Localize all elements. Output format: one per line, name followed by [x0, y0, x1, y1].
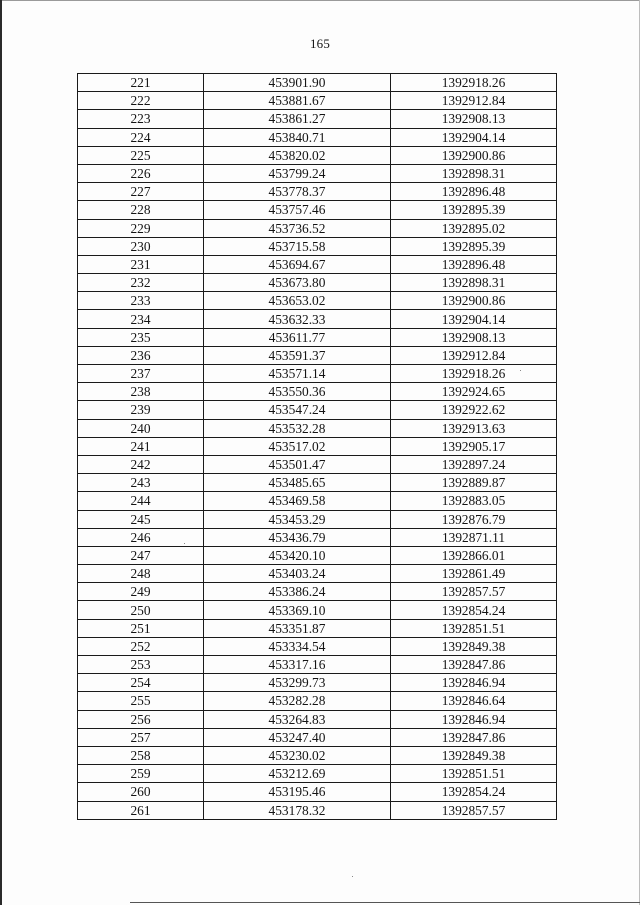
y-coordinate-cell: 1392883.05: [391, 492, 557, 510]
x-coordinate-cell: 453247.40: [204, 728, 391, 746]
point-number-cell: 255: [78, 692, 204, 710]
point-number-cell: 250: [78, 601, 204, 619]
point-number-cell: 245: [78, 510, 204, 528]
table-row: [78, 383, 557, 401]
point-number-cell: 228: [78, 201, 204, 219]
x-coordinate-cell: 453386.24: [204, 583, 391, 601]
x-coordinate-cell: 453420.10: [204, 546, 391, 564]
x-coordinate-cell: 453282.28: [204, 692, 391, 710]
x-coordinate-cell: 453230.02: [204, 746, 391, 764]
y-coordinate-cell: 1392847.86: [391, 656, 557, 674]
y-coordinate-cell: 1392913.63: [391, 419, 557, 437]
y-coordinate-cell: 1392846.94: [391, 674, 557, 692]
y-coordinate-cell: 1392908.13: [391, 110, 557, 128]
point-number-cell: 237: [78, 365, 204, 383]
point-number-cell: 242: [78, 455, 204, 473]
x-coordinate-cell: 453799.24: [204, 164, 391, 182]
scan-edge-left: [0, 0, 2, 905]
y-coordinate-cell: 1392904.14: [391, 310, 557, 328]
point-number-cell: 243: [78, 474, 204, 492]
point-number-cell: 261: [78, 801, 204, 819]
x-coordinate-cell: 453820.02: [204, 146, 391, 164]
point-number-cell: 222: [78, 92, 204, 110]
point-number-cell: 257: [78, 728, 204, 746]
x-coordinate-cell: 453501.47: [204, 455, 391, 473]
table-row: [78, 765, 557, 783]
x-coordinate-cell: 453591.37: [204, 346, 391, 364]
table-row: [78, 674, 557, 692]
y-coordinate-cell: 1392898.31: [391, 164, 557, 182]
coordinates-table: [77, 73, 557, 820]
table-row: [78, 128, 557, 146]
scan-edge-top: [0, 0, 640, 1]
x-coordinate-cell: 453571.14: [204, 365, 391, 383]
point-number-cell: 251: [78, 619, 204, 637]
x-coordinate-cell: 453653.02: [204, 292, 391, 310]
point-number-cell: 225: [78, 146, 204, 164]
x-coordinate-cell: 453212.69: [204, 765, 391, 783]
scan-edge-bottom: [130, 902, 640, 903]
table-row: [78, 637, 557, 655]
table-row: [78, 146, 557, 164]
table-row: [78, 710, 557, 728]
table-row: [78, 310, 557, 328]
x-coordinate-cell: 453436.79: [204, 528, 391, 546]
y-coordinate-cell: 1392857.57: [391, 801, 557, 819]
table-row: [78, 255, 557, 273]
x-coordinate-cell: 453317.16: [204, 656, 391, 674]
x-coordinate-cell: 453673.80: [204, 274, 391, 292]
table-row: [78, 619, 557, 637]
x-coordinate-cell: 453453.29: [204, 510, 391, 528]
point-number-cell: 231: [78, 255, 204, 273]
table-row: [78, 201, 557, 219]
scan-speck: [520, 370, 521, 371]
table-row: [78, 274, 557, 292]
point-number-cell: 252: [78, 637, 204, 655]
y-coordinate-cell: 1392895.39: [391, 237, 557, 255]
x-coordinate-cell: 453369.10: [204, 601, 391, 619]
y-coordinate-cell: 1392854.24: [391, 601, 557, 619]
y-coordinate-cell: 1392918.26: [391, 74, 557, 92]
x-coordinate-cell: 453715.58: [204, 237, 391, 255]
table-row: [78, 365, 557, 383]
table-row: [78, 401, 557, 419]
y-coordinate-cell: 1392889.87: [391, 474, 557, 492]
x-coordinate-cell: 453351.87: [204, 619, 391, 637]
coordinates-table-body: [78, 74, 557, 820]
x-coordinate-cell: 453861.27: [204, 110, 391, 128]
y-coordinate-cell: 1392847.86: [391, 728, 557, 746]
point-number-cell: 230: [78, 237, 204, 255]
x-coordinate-cell: 453550.36: [204, 383, 391, 401]
table-row: [78, 183, 557, 201]
x-coordinate-cell: 453736.52: [204, 219, 391, 237]
y-coordinate-cell: 1392896.48: [391, 255, 557, 273]
x-coordinate-cell: 453178.32: [204, 801, 391, 819]
x-coordinate-cell: 453611.77: [204, 328, 391, 346]
point-number-cell: 256: [78, 710, 204, 728]
y-coordinate-cell: 1392895.39: [391, 201, 557, 219]
table-row: [78, 492, 557, 510]
table-row: [78, 783, 557, 801]
point-number-cell: 221: [78, 74, 204, 92]
point-number-cell: 234: [78, 310, 204, 328]
point-number-cell: 235: [78, 328, 204, 346]
y-coordinate-cell: 1392908.13: [391, 328, 557, 346]
x-coordinate-cell: 453403.24: [204, 565, 391, 583]
point-number-cell: 238: [78, 383, 204, 401]
x-coordinate-cell: 453532.28: [204, 419, 391, 437]
point-number-cell: 249: [78, 583, 204, 601]
table-row: [78, 110, 557, 128]
point-number-cell: 224: [78, 128, 204, 146]
table-row: [78, 583, 557, 601]
point-number-cell: 232: [78, 274, 204, 292]
y-coordinate-cell: 1392912.84: [391, 92, 557, 110]
y-coordinate-cell: 1392854.24: [391, 783, 557, 801]
y-coordinate-cell: 1392851.51: [391, 619, 557, 637]
y-coordinate-cell: 1392900.86: [391, 146, 557, 164]
x-coordinate-cell: 453901.90: [204, 74, 391, 92]
table-row: [78, 437, 557, 455]
y-coordinate-cell: 1392900.86: [391, 292, 557, 310]
y-coordinate-cell: 1392898.31: [391, 274, 557, 292]
point-number-cell: 239: [78, 401, 204, 419]
y-coordinate-cell: 1392918.26: [391, 365, 557, 383]
y-coordinate-cell: 1392912.84: [391, 346, 557, 364]
x-coordinate-cell: 453632.33: [204, 310, 391, 328]
x-coordinate-cell: 453195.46: [204, 783, 391, 801]
table-row: [78, 565, 557, 583]
y-coordinate-cell: 1392897.24: [391, 455, 557, 473]
y-coordinate-cell: 1392922.62: [391, 401, 557, 419]
point-number-cell: 226: [78, 164, 204, 182]
point-number-cell: 240: [78, 419, 204, 437]
page-number: 165: [309, 36, 331, 51]
point-number-cell: 223: [78, 110, 204, 128]
y-coordinate-cell: 1392846.64: [391, 692, 557, 710]
y-coordinate-cell: 1392857.57: [391, 583, 557, 601]
y-coordinate-cell: 1392849.38: [391, 637, 557, 655]
point-number-cell: 233: [78, 292, 204, 310]
point-number-cell: 247: [78, 546, 204, 564]
point-number-cell: 260: [78, 783, 204, 801]
table-row: [78, 419, 557, 437]
table-row: [78, 92, 557, 110]
y-coordinate-cell: 1392861.49: [391, 565, 557, 583]
table-row: [78, 237, 557, 255]
scan-speck: [184, 543, 185, 544]
y-coordinate-cell: 1392896.48: [391, 183, 557, 201]
y-coordinate-cell: 1392924.65: [391, 383, 557, 401]
table-row: [78, 601, 557, 619]
x-coordinate-cell: 453778.37: [204, 183, 391, 201]
x-coordinate-cell: 453694.67: [204, 255, 391, 273]
table-row: [78, 474, 557, 492]
table-row: [78, 346, 557, 364]
x-coordinate-cell: 453469.58: [204, 492, 391, 510]
point-number-cell: 236: [78, 346, 204, 364]
x-coordinate-cell: 453547.24: [204, 401, 391, 419]
point-number-cell: 248: [78, 565, 204, 583]
x-coordinate-cell: 453840.71: [204, 128, 391, 146]
point-number-cell: 241: [78, 437, 204, 455]
point-number-cell: 229: [78, 219, 204, 237]
table-row: [78, 328, 557, 346]
x-coordinate-cell: 453517.02: [204, 437, 391, 455]
table-row: [78, 546, 557, 564]
point-number-cell: 253: [78, 656, 204, 674]
y-coordinate-cell: 1392871.11: [391, 528, 557, 546]
table-row: [78, 728, 557, 746]
x-coordinate-cell: 453299.73: [204, 674, 391, 692]
point-number-cell: 254: [78, 674, 204, 692]
point-number-cell: 246: [78, 528, 204, 546]
x-coordinate-cell: 453264.83: [204, 710, 391, 728]
x-coordinate-cell: 453881.67: [204, 92, 391, 110]
table-row: [78, 801, 557, 819]
point-number-cell: 244: [78, 492, 204, 510]
x-coordinate-cell: 453757.46: [204, 201, 391, 219]
point-number-cell: 259: [78, 765, 204, 783]
y-coordinate-cell: 1392905.17: [391, 437, 557, 455]
table-row: [78, 528, 557, 546]
y-coordinate-cell: 1392904.14: [391, 128, 557, 146]
table-row: [78, 164, 557, 182]
y-coordinate-cell: 1392846.94: [391, 710, 557, 728]
y-coordinate-cell: 1392849.38: [391, 746, 557, 764]
x-coordinate-cell: 453485.65: [204, 474, 391, 492]
table-row: [78, 219, 557, 237]
x-coordinate-cell: 453334.54: [204, 637, 391, 655]
table-row: [78, 746, 557, 764]
y-coordinate-cell: 1392866.01: [391, 546, 557, 564]
table-row: [78, 692, 557, 710]
y-coordinate-cell: 1392876.79: [391, 510, 557, 528]
table-row: [78, 455, 557, 473]
point-number-cell: 258: [78, 746, 204, 764]
table-row: [78, 510, 557, 528]
y-coordinate-cell: 1392851.51: [391, 765, 557, 783]
table-row: [78, 656, 557, 674]
table-row: [78, 292, 557, 310]
table-row: [78, 74, 557, 92]
y-coordinate-cell: 1392895.02: [391, 219, 557, 237]
scan-speck: [352, 876, 353, 877]
point-number-cell: 227: [78, 183, 204, 201]
